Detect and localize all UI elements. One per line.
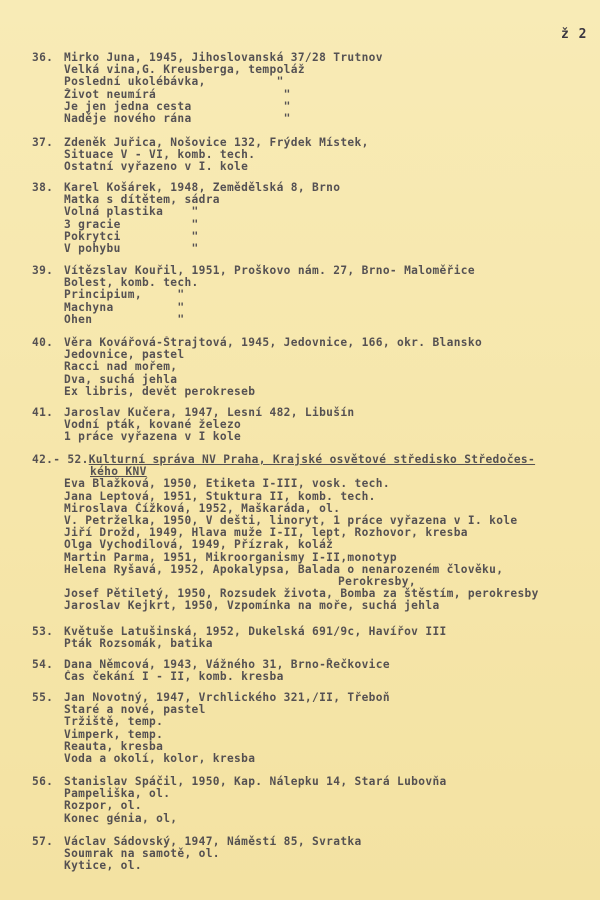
entry-line: Jana Leptová, 1951, Stuktura II, komb. tech. <box>64 489 376 503</box>
entry-line: Kytice, ol. <box>64 859 142 873</box>
entry-line: Konec génia, ol, <box>64 811 178 825</box>
entry-56 <box>32 776 600 825</box>
entry-line: Voda a okolí, kolor, kresba <box>64 751 256 765</box>
entry-line: Naděje nového rána " <box>64 111 291 125</box>
entry-line: Reauta, kresba <box>64 739 164 753</box>
entry-line: Matka s dítětem, sádra <box>64 193 220 207</box>
entry-line: 55. Jan Novotný, 1947, Vrchlického 321,/II, Třeboň <box>32 691 390 704</box>
entry-line: Situace V - VI, komb. tech. <box>64 148 256 162</box>
entry-line: Ex libris, devět perokreseb <box>64 384 256 398</box>
entry-37 <box>32 137 600 174</box>
entry-line: Ohen " <box>64 312 185 326</box>
entry-line: 3 gracie " <box>64 217 199 231</box>
entry-heading: kého KNV <box>90 465 147 479</box>
entry-line: Perokresby, <box>338 574 416 588</box>
entry-line: 56. Stanislav Spáčil, 1950, Kap. Nálepku 14, Stará Lubovňa <box>32 775 447 788</box>
entry-line: Helena Ryšavá, 1952, Apokalypsa, Balada o nenarozeném člověku, <box>64 562 504 576</box>
entry-line: 53. Květuše Latušinská, 1952, Dukelská 691/9c, Havířov III <box>32 625 447 638</box>
entry-line: Pokrytci " <box>64 229 199 243</box>
entry-line: Principium, " <box>64 288 185 302</box>
entry-line: Machyna " <box>64 300 185 314</box>
entry-line: Jaroslav Kejkrt, 1950, Vzpomínka na moře, suchá jehla <box>64 599 440 613</box>
entry-line: 36. Mirko Juna, 1945, Jihoslovanská 37/28 Trutnov <box>32 51 383 64</box>
entry-line: V pohybu " <box>64 241 199 255</box>
entry-line: 37. Zdeněk Juřica, Nošovice 132, Frýdek Místek, <box>32 136 369 149</box>
entry-line: Jiří Drožd, 1949, Hlava muže I-II, lept, Rozhovor, kresba <box>64 526 468 540</box>
entry-line: Pták Rozsomák, batika <box>64 637 213 651</box>
entry-line: Volná plastika " <box>64 205 199 219</box>
entry-line: 1 práce vyřazena v I kole <box>64 430 242 444</box>
entry-line: Josef Pětiletý, 1950, Rozsudek života, Bomba za štěstím, perokresby <box>64 587 539 601</box>
entry-41 <box>32 407 600 444</box>
entry-55 <box>32 692 600 765</box>
entry-line: Bolest, komb. tech. <box>64 276 199 290</box>
entry-line: 40. Věra Kovářová-Štrajtová, 1945, Jedovnice, 166, okr. Blansko <box>32 336 483 349</box>
entry-54 <box>32 659 600 683</box>
entry-36 <box>32 52 600 125</box>
entry-42-52 <box>32 454 600 612</box>
entry-line: Velká vina,G. Kreusberga, tempoláž <box>64 63 305 77</box>
entry-line: V. Petrželka, 1950, V dešti, linoryt, 1 práce vyřazena v I. kole <box>64 513 518 527</box>
entry-line: Pampeliška, ol. <box>64 787 171 801</box>
entry-line: Vodní pták, kované železo <box>64 418 242 432</box>
page-number: ž 2 <box>561 27 588 42</box>
entry-line: Je jen jedna cesta " <box>64 99 291 113</box>
entry-line: Poslední ukolébávka, " <box>64 75 284 89</box>
entry-line: Dva, suchá jehla <box>64 372 178 386</box>
entry-heading: 42.- 52.Kulturní správa NV Praha, Krajské osvětové středisko Středočes- <box>32 453 536 466</box>
entry-39 <box>32 265 600 326</box>
entry-line: Eva Blažková, 1950, Etiketa I-III, vosk. tech. <box>64 477 390 491</box>
entry-line: Martin Parma, 1951, Mikroorganismy I-II,monotyp <box>64 550 398 564</box>
entry-line: 54. Dana Němcová, 1943, Vážného 31, Brno-Řečkovice <box>32 658 390 671</box>
entry-line: Soumrak na samotě, ol. <box>64 847 220 861</box>
entry-line: 57. Václav Sádovský, 1947, Náměstí 85, Svratka <box>32 835 362 848</box>
entry-line: 39. Vítězslav Kouřil, 1951, Proškovo nám. 27, Brno- Maloměřice <box>32 264 475 277</box>
entry-line: Racci nad mořem, <box>64 360 178 374</box>
entry-line: Jedovnice, pastel <box>64 348 185 362</box>
entry-line: Čas čekání I - II, komb. kresba <box>64 670 284 684</box>
entry-line: Olga Vychodilová, 1949, Přízrak, koláž <box>64 538 334 552</box>
entry-line: Staré a nové, pastel <box>64 703 206 717</box>
entry-line: Miroslava Čížková, 1952, Maškaráda, ol. <box>64 501 341 515</box>
entry-line: Vimperk, temp. <box>64 727 164 741</box>
entry-line: 41. Jaroslav Kučera, 1947, Lesní 482, Libušín <box>32 406 355 419</box>
entry-38 <box>32 182 600 255</box>
entry-line: Ostatní vyřazeno v I. kole <box>64 160 249 174</box>
entry-line: Život neumírá " <box>64 87 291 101</box>
entry-line: Rozpor, ol. <box>64 799 142 813</box>
entry-53 <box>32 626 600 650</box>
entry-line: Tržiště, temp. <box>64 715 164 729</box>
entry-line: 38. Karel Košárek, 1948, Zemědělská 8, Brno <box>32 181 341 194</box>
entry-40 <box>32 337 600 398</box>
entry-57 <box>32 836 600 873</box>
